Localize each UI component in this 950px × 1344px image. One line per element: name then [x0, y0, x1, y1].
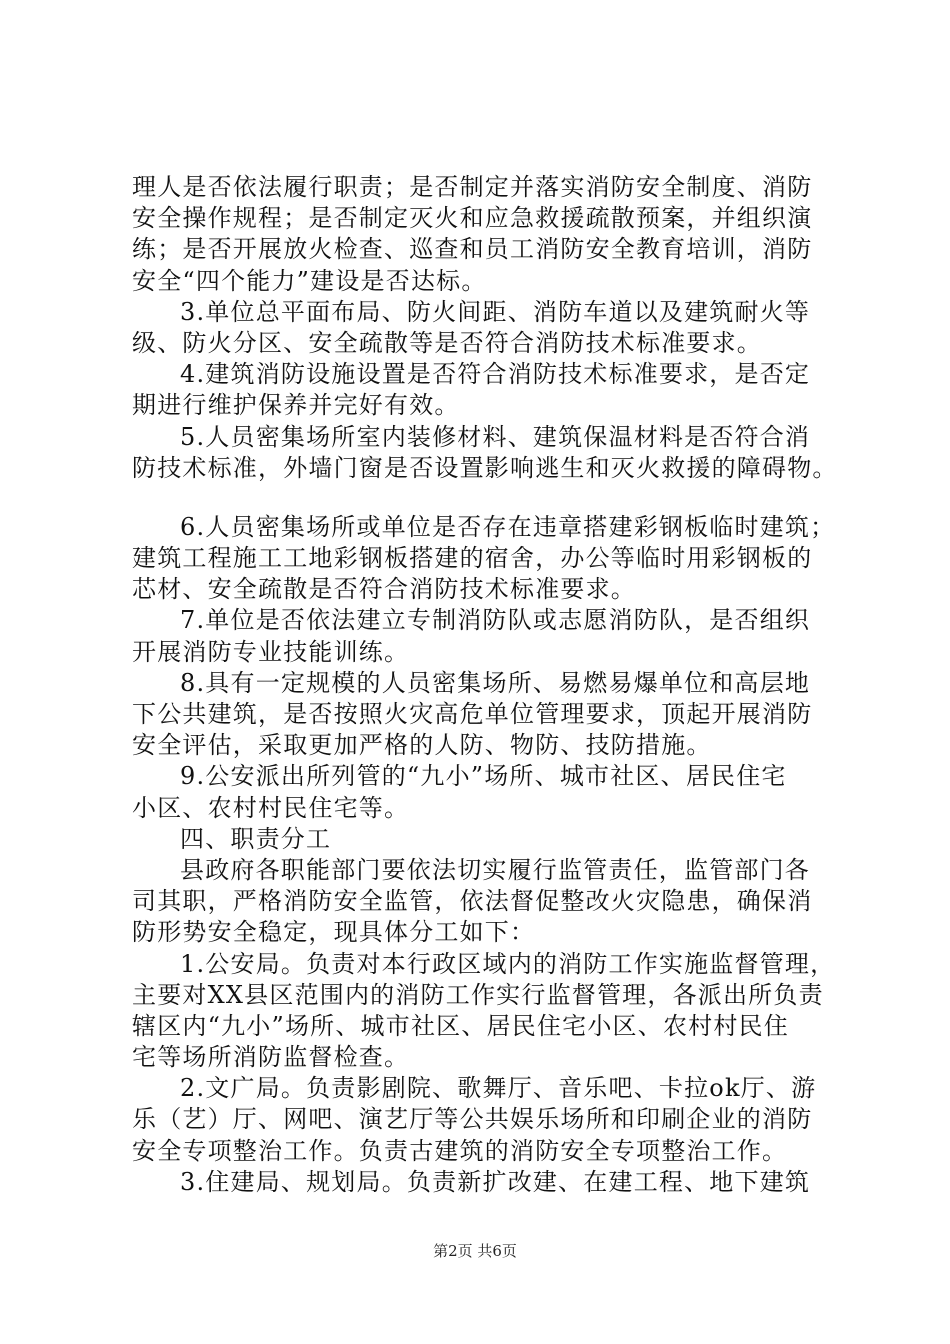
text-line: 防技术标准，外墙门窗是否设置影响逃生和灭火救援的障碍物。 — [132, 453, 838, 482]
text-line: 下公共建筑，是否按照火灾高危单位管理要求，顶起开展消防 — [132, 700, 813, 728]
text-line: 4.建筑消防设施设置是否符合消防技术标准要求，是否定 — [180, 360, 811, 389]
text-line: 司其职，严格消防安全监管，依法督促整改火灾隐患，确保消 — [132, 887, 813, 916]
text-line: 3.单位总平面布局、防火间距、消防车道以及建筑耐火等 — [180, 297, 811, 326]
text-line: 宅等场所消防监督检查。 — [132, 1043, 410, 1072]
text-line: 建筑工程施工工地彩钢板搭建的宿舍，办公等临时用彩钢板的 — [132, 544, 813, 573]
text-line: 8.具有一定规模的人员密集场所、易燃易爆单位和高层地 — [180, 668, 811, 697]
page-footer: 第2页 共6页 — [433, 1242, 517, 1260]
text-line: 小区、农村村民住宅等。 — [132, 793, 410, 822]
text-line: 四、职责分工 — [180, 824, 332, 853]
text-line: 乐（艺）厅、网吧、演艺厅等公共娱乐场所和印刷企业的消防 — [132, 1105, 813, 1134]
text-line: 3.住建局、规划局。负责新扩改建、在建工程、地下建筑 — [180, 1167, 811, 1196]
text-line: 防形势安全稳定，现具体分工如下： — [132, 918, 536, 947]
text-line: 县政府各职能部门要依法切实履行监管责任，监管部门各 — [180, 855, 810, 884]
text-line: 练；是否开展放火检查、巡查和员工消防安全教育培训，消防 — [132, 235, 813, 264]
text-line: 主要对XX县区范围内的消防工作实行监督管理，各派出所负责 — [132, 980, 824, 1009]
text-line: 安全专项整治工作。负责古建筑的消防安全专项整治工作。 — [132, 1136, 788, 1165]
text-line: 芯材、安全疏散是否符合消防技术标准要求。 — [132, 575, 636, 604]
text-line: 安全评估，采取更加严格的人防、物防、技防措施。 — [132, 731, 712, 760]
text-line: 期进行维护保养并完好有效。 — [132, 391, 460, 420]
text-line: 安全“四个能力”建设是否达标。 — [132, 266, 487, 295]
text-line: 理人是否依法履行职责；是否制定并落实消防安全制度、消防 — [132, 173, 813, 201]
text-line: 2.文广局。负责影剧院、歌舞厅、音乐吧、卡拉ok厅、游 — [180, 1074, 817, 1103]
paragraph-gap — [132, 484, 832, 512]
text-line: 7.单位是否依法建立专制消防队或志愿消防队，是否组织 — [180, 606, 811, 635]
text-line: 辖区内“九小”场所、城市社区、居民住宅小区、农村村民住 — [132, 1011, 789, 1040]
text-line: 1.公安局。负责对本行政区域内的消防工作实施监督管理， — [180, 949, 836, 978]
text-line: 开展消防专业技能训练。 — [132, 637, 410, 666]
text-line: 安全操作规程；是否制定灭火和应急救援疏散预案，并组织演 — [132, 204, 813, 233]
text-line: 5.人员密集场所室内装修材料、建筑保温材料是否符合消 — [180, 422, 811, 451]
document-body — [132, 172, 838, 1198]
text-line: 6.人员密集场所或单位是否存在违章搭建彩钢板临时建筑； — [180, 512, 836, 541]
text-line: 9.公安派出所列管的“九小”场所、城市社区、居民住宅 — [180, 762, 787, 791]
text-line: 级、防火分区、安全疏散等是否符合消防技术标准要求。 — [132, 328, 762, 357]
